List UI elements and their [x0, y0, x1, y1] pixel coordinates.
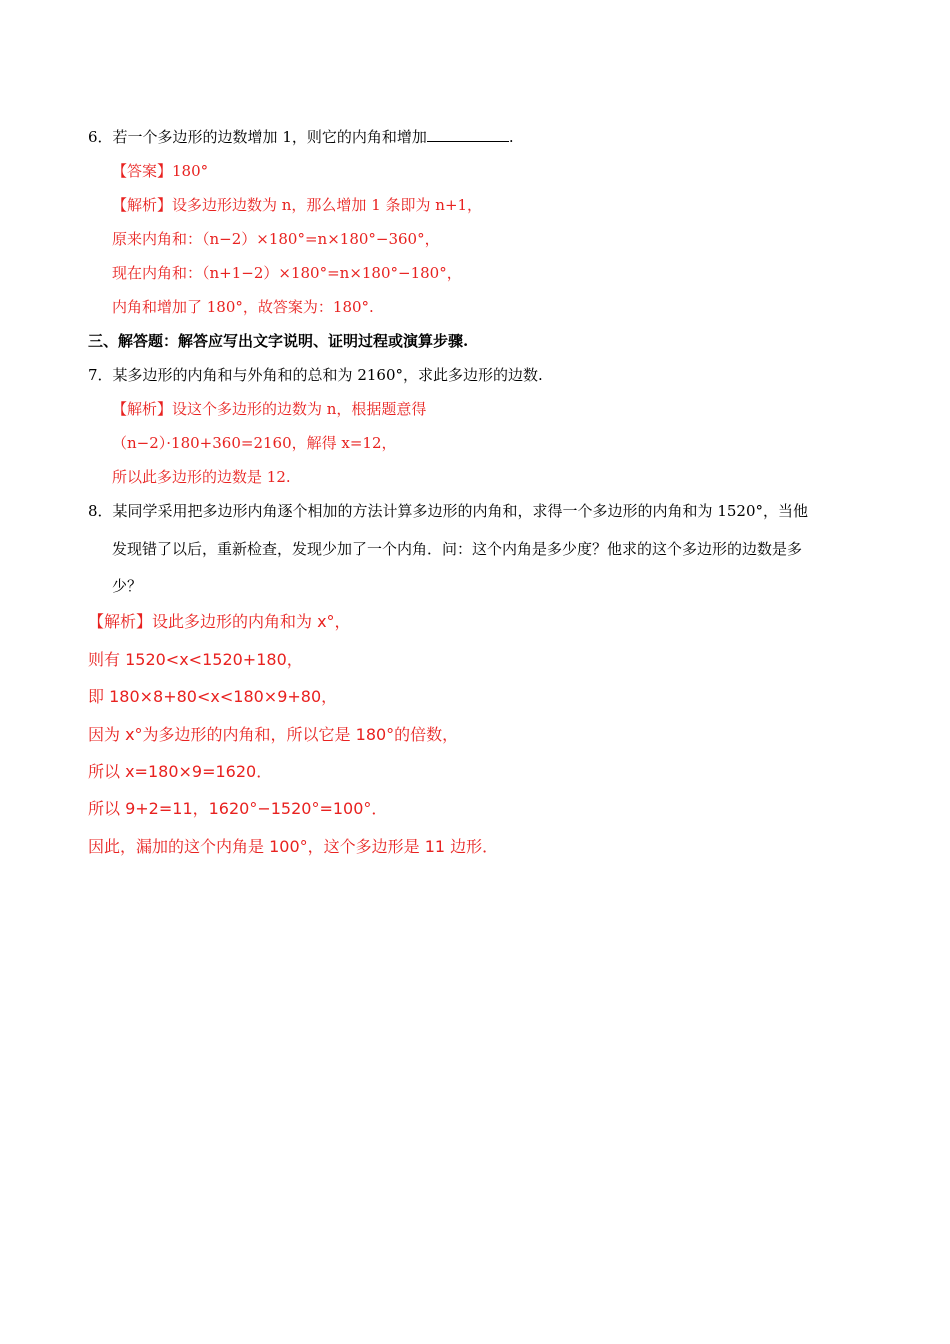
q6-analysis-line-4: 内角和增加了 180°，故答案为：180°. [112, 298, 374, 316]
q8-question-line-2: 发现错了以后，重新检查，发现少加了一个内角．问：这个内角是多少度？他求的这个多边形的边数是多 [112, 540, 803, 558]
q8-analysis-line-2: 则有 1520<x<1520+180， [88, 650, 303, 669]
q8-analysis-line-1: 【解析】设此多边形的内角和为 x°， [88, 612, 351, 631]
q8-analysis-line-7: 因此，漏加的这个内角是 100°，这个多边形是 11 边形． [88, 837, 499, 856]
q8-question-line-1: 8．某同学采用把多边形内角逐个相加的方法计算多边形的内角和，求得一个多边形的内角和为 1520°，当他 [88, 502, 808, 520]
q7-analysis-line-3: 所以此多边形的边数是 12. [112, 468, 291, 486]
q8-analysis-line-4: 因为 x°为多边形的内角和，所以它是 180°的倍数， [88, 725, 459, 744]
answer-blank [427, 127, 509, 142]
q8-analysis-line-6: 所以 9+2=11，1620°−1520°=100°． [88, 799, 388, 818]
q6-analysis-line-3: 现在内角和：（n+1−2）×180°=n×180°−180°， [112, 264, 462, 282]
q6-analysis-line-2: 原来内角和：（n−2）×180°=n×180°−360°， [112, 230, 440, 248]
q8-analysis-line-3: 即 180×8+80<x<180×9+80， [88, 687, 338, 706]
q7-question: 7．某多边形的内角和与外角和的总和为 2160°，求此多边形的边数. [88, 366, 543, 384]
q8-question-line-3: 少？ [112, 577, 143, 595]
section-title: 三、解答题：解答应写出文字说明、证明过程或演算步骤. [88, 332, 469, 350]
q6-answer: 【答案】180° [112, 162, 209, 180]
q7-analysis-line-1: 【解析】设这个多边形的边数为 n，根据题意得 [112, 400, 427, 418]
q8-analysis-line-5: 所以 x=180×9=1620． [88, 762, 273, 781]
q7-analysis-line-2: （n−2）·180+360=2160，解得 x=12， [112, 434, 397, 452]
q6-question: 6．若一个多边形的边数增加 1，则它的内角和增加 . [88, 128, 514, 146]
q6-analysis-line-1: 【解析】设多边形边数为 n，那么增加 1 条即为 n+1， [112, 196, 483, 214]
